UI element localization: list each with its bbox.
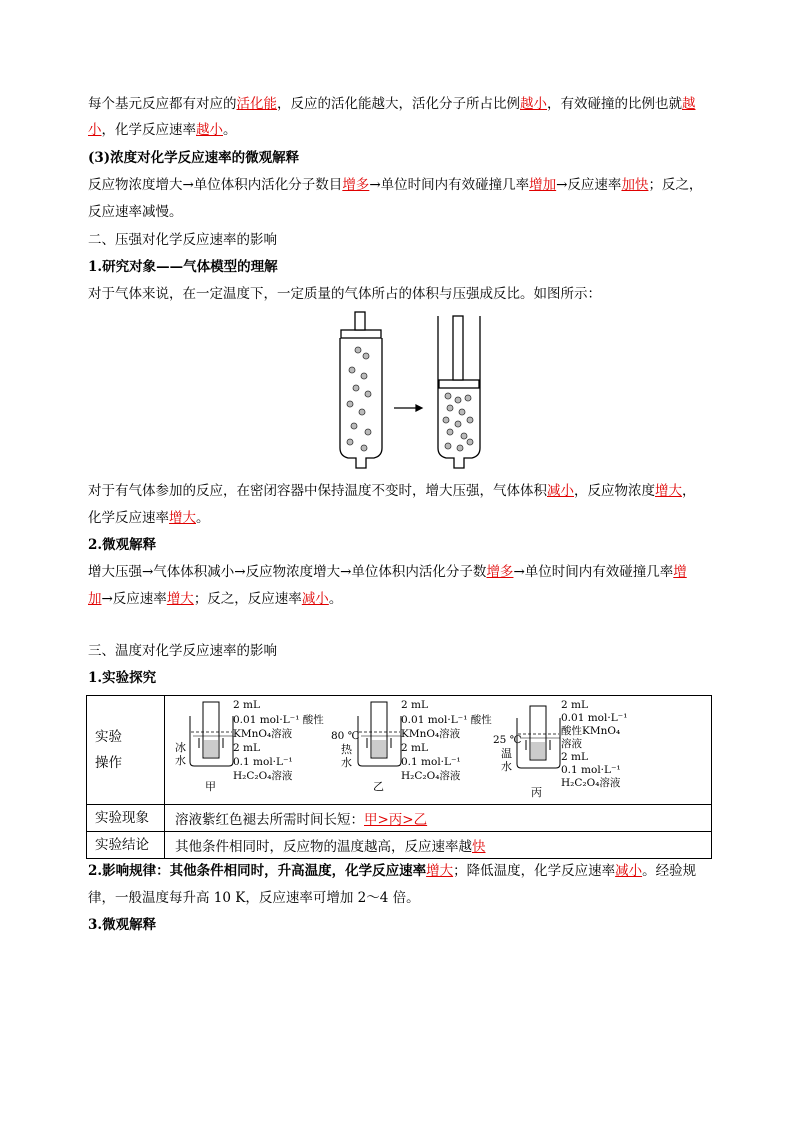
svg-text:溶液: 溶液 (561, 738, 582, 750)
svg-text:0.01 mol·L⁻¹ 酸性: 0.01 mol·L⁻¹ 酸性 (401, 714, 492, 726)
setup-jia (175, 699, 324, 793)
answer-blank: 增 (673, 564, 687, 580)
answer-blank: 加 (88, 591, 102, 607)
answer-blank: 活化能 (236, 96, 277, 112)
answer-blank: 小 (88, 122, 102, 138)
paragraph-pressure-micro-cont: 加→反应速率增大；反之，反应速率减小。 (88, 591, 343, 607)
svg-text:2 mL: 2 mL (561, 699, 588, 711)
answer-blank: 减小 (301, 591, 329, 607)
setup-bing (493, 699, 627, 799)
svg-text:热: 热 (341, 743, 352, 756)
answer-blank: 越小 (520, 96, 547, 112)
svg-text:水: 水 (501, 760, 512, 773)
svg-text:0.01 mol·L⁻¹: 0.01 mol·L⁻¹ (561, 712, 628, 724)
paragraph-pressure-effect: 对于有气体参加的反应，在密闭容器中保持温度不变时，增大压强，气体体积减小，反应物浓度增大， (88, 483, 696, 499)
answer-blank: 减小 (547, 483, 574, 499)
svg-text:2 mL: 2 mL (561, 751, 588, 763)
svg-text:0.01 mol·L⁻¹ 酸性: 0.01 mol·L⁻¹ 酸性 (233, 714, 324, 726)
svg-text:冰: 冰 (175, 741, 186, 754)
section-heading-temperature: 三、温度对化学反应速率的影响 (88, 643, 277, 659)
answer-blank: 增大 (166, 591, 194, 607)
answer-blank: 增多 (486, 564, 514, 580)
label-conclusion: 实验结论 (87, 832, 165, 859)
answer-blank: 增大 (426, 863, 454, 879)
paragraph-concentration: 反应物浓度增大→单位体积内活化分子数目增多→单位时间内有效碰撞几率增加→反应速率加快；反之， (88, 177, 703, 193)
heading-concentration-explanation: (3)浓度对化学反应速率的微观解释 (88, 150, 300, 166)
answer-blank: 增多 (342, 177, 370, 193)
paragraph-influence-rule-cont: 律，一般温度每升高 10 K，反应速率可增加 2～4 倍。 (88, 890, 420, 906)
answer-blank: 减小 (615, 863, 643, 879)
paragraph-gas-volume: 对于气体来说，在一定温度下，一定质量的气体所占的体积与压强成反比。如图所示： (88, 286, 601, 302)
svg-text:乙: 乙 (373, 780, 384, 793)
svg-text:温: 温 (501, 747, 512, 760)
svg-text:H₂C₂O₄溶液: H₂C₂O₄溶液 (561, 777, 621, 789)
svg-text:2 mL: 2 mL (401, 742, 428, 754)
answer-blank: 越 (682, 96, 696, 112)
svg-text:丙: 丙 (531, 786, 542, 799)
answer-blank: 快 (472, 839, 486, 855)
section-heading-pressure: 二、压强对化学反应速率的影响 (88, 232, 277, 248)
answer-blank: 越小 (196, 122, 223, 138)
svg-text:2 mL: 2 mL (233, 699, 260, 711)
paragraph-concentration-cont: 反应速率减慢。 (88, 204, 183, 220)
setup-illustrations (165, 696, 711, 800)
conclusion-cell: 其他条件相同时，反应物的温度越高，反应速率越快 (165, 832, 712, 859)
paragraph-influence-rule: 2.影响规律：其他条件相同时，升高温度，化学反应速率增大；降低温度，化学反应速率减小。经验规 (88, 863, 697, 879)
experiment-setups (165, 696, 712, 805)
svg-text:KMnO₄溶液: KMnO₄溶液 (233, 728, 293, 740)
subheading-micro-explanation: 2.微观解释 (88, 537, 157, 553)
svg-text:H₂C₂O₄溶液: H₂C₂O₄溶液 (401, 770, 461, 782)
subheading-research-object: 1.研究对象——气体模型的理解 (88, 259, 278, 275)
svg-text:25 ℃: 25 ℃ (493, 734, 522, 746)
svg-text:0.1 mol·L⁻¹: 0.1 mol·L⁻¹ (233, 756, 293, 768)
setup-yi (331, 699, 492, 793)
answer-blank: 增大 (655, 483, 682, 499)
answer-blank: 甲>丙>乙 (364, 812, 428, 828)
svg-text:0.1 mol·L⁻¹: 0.1 mol·L⁻¹ (561, 764, 621, 776)
paragraph-pressure-effect-cont: 化学反应速率增大。 (88, 510, 210, 526)
paragraph-activation-energy-cont: 小，化学反应速率越小。 (88, 122, 237, 138)
piston-diagram (330, 308, 490, 476)
phenomenon-cell: 溶液紫红色褪去所需时间长短：甲>丙>乙 (165, 805, 712, 832)
svg-text:甲: 甲 (205, 780, 216, 793)
paragraph-activation-energy: 每个基元反应都有对应的活化能，反应的活化能越大，活化分子所占比例越小，有效碰撞的比例也就越 (88, 96, 696, 112)
label-experiment-operation: 实验 操作 (87, 696, 165, 805)
subheading-experiment: 1.实验探究 (88, 670, 157, 686)
svg-text:酸性KMnO₄: 酸性KMnO₄ (561, 725, 621, 737)
answer-blank: 加快 (621, 177, 649, 193)
svg-text:H₂C₂O₄溶液: H₂C₂O₄溶液 (233, 770, 293, 782)
svg-text:0.1 mol·L⁻¹: 0.1 mol·L⁻¹ (401, 756, 461, 768)
svg-text:2 mL: 2 mL (233, 742, 260, 754)
experiment-table (86, 695, 712, 859)
answer-blank: 增加 (529, 177, 557, 193)
label-phenomenon: 实验现象 (87, 805, 165, 832)
answer-blank: 增大 (169, 510, 196, 526)
svg-text:2 mL: 2 mL (401, 699, 428, 711)
svg-text:水: 水 (175, 754, 186, 767)
svg-text:80 ℃: 80 ℃ (331, 730, 360, 742)
subheading-temperature-micro: 3.微观解释 (88, 917, 157, 933)
svg-text:KMnO₄溶液: KMnO₄溶液 (401, 728, 461, 740)
svg-text:水: 水 (341, 756, 352, 769)
paragraph-pressure-micro: 增大压强→气体体积减小→反应物浓度增大→单位体积内活化分子数增多→单位时间内有效碰撞几率增 (88, 564, 687, 580)
